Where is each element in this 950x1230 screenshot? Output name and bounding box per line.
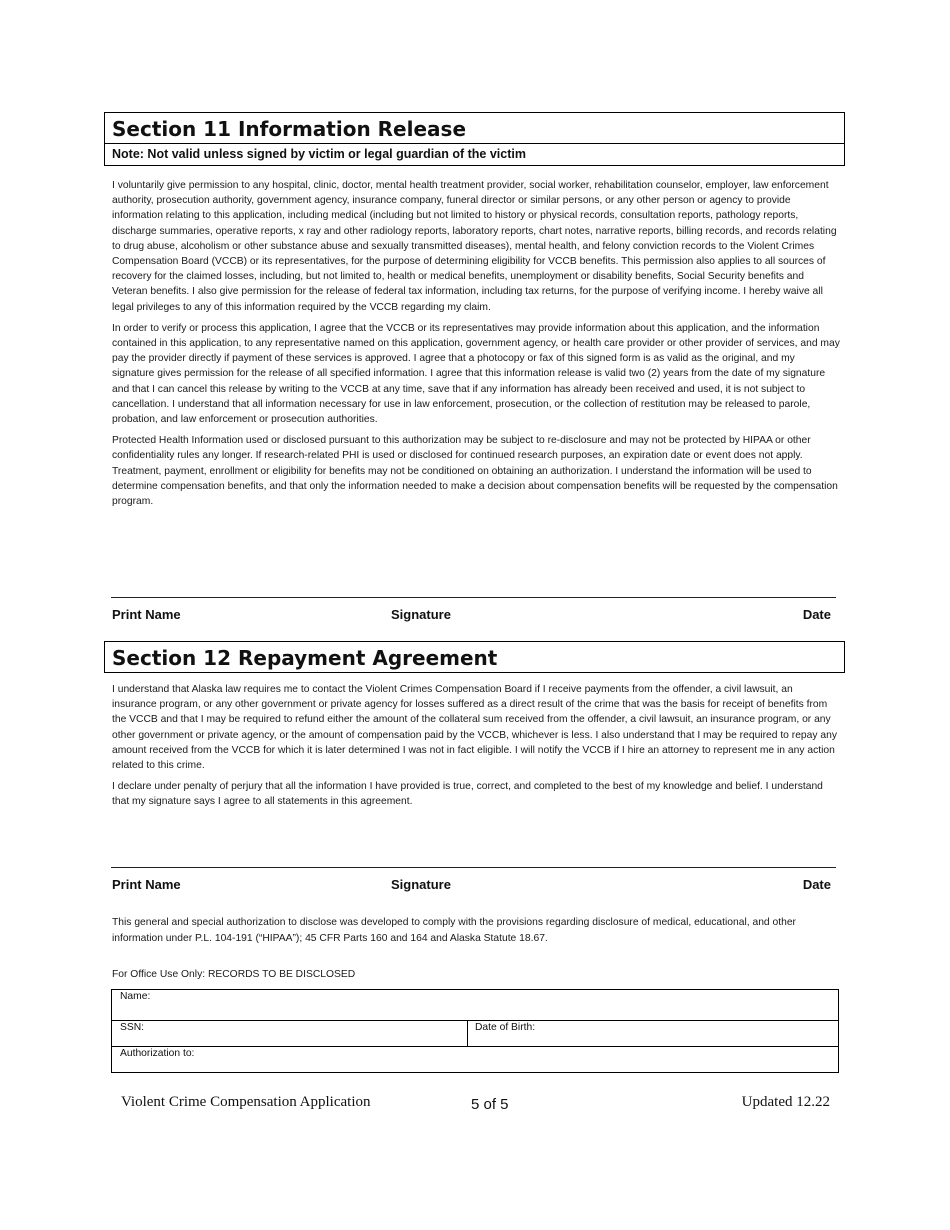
signature-label: Signature [391,607,451,622]
ssn-dob-row [112,1020,838,1047]
section-11-signature-line[interactable] [111,597,836,598]
section-11-title: Section 11 Information Release [112,117,467,141]
section-11-paragraph-2: In order to verify or process this application, I agree that the VCCB or its representatives may provide information about this application, and the information contained in this application, to any representative named on this application, government agency, or health care provider or other provider of services, and may pay the provider directly if payment of these services is approved. I agree that a photocopy or fax of this signed form is as valid as the original, and my signature gives permission for the release of all specified information. I agree that this information release is valid two (2) years from the date of my signature and that I can cancel this release by writing to the VCCB at any time, save that if any information has already been received and used, it is not subject to cancellation. I understand that all information necessary for use in law enforcement, prosecution, or the collection of restitution may be released to parole, probation, and law enforcement or prosecution authorities. [112,322,840,426]
section-12-title: Section 12 Repayment Agreement [112,646,498,670]
section-12-body [112,682,840,816]
print-name-label: Print Name [112,607,181,622]
date-label: Date [802,877,831,892]
footer-updated: Updated 12.22 [741,1094,830,1110]
section-12-paragraph-1: I understand that Alaska law requires me to contact the Violent Crimes Compensation Board if I receive payments from the offender, a civil lawsuit, an insurance program, or any other government or private agency for losses suffered as a direct result of the crime that was the basis for receipt of benefits from the VCCB and that I may be required to refund either the amount of the collateral sum received from the offender, a civil lawsuit, an insurance program, or any other government or private agency, or the amount of compensation paid by the VCCB, whichever is less. I also understand that I may be required to repay any amount received from the VCCB for which it is later determined I was not in fact eligible. I will notify the VCCB if I hire an attorney to represent me in any action related to this crime. [112,684,837,772]
section-12-paragraph-2: I declare under penalty of perjury that all the information I have provided is true, correct, and completed to the best of my knowledge and belief. I understand that my signature says I agree to all statements in this agreement. [112,781,823,808]
authorization-field-label: Authorization to: [120,1048,195,1059]
section-12-header [104,641,845,673]
authorization-row [112,1046,838,1059]
date-label: Date [802,607,831,622]
signature-label: Signature [391,877,451,892]
office-use-table [111,989,839,1073]
ssn-field-label: SSN: [120,1022,145,1033]
office-use-label: For Office Use Only: RECORDS TO BE DISCLOSED [112,969,356,980]
section-12-signature-line[interactable] [111,867,836,868]
dob-field-label: Date of Birth: [475,1022,536,1033]
print-name-label: Print Name [112,877,181,892]
section-11-header [104,112,845,166]
section-11-paragraph-1: I voluntarily give permission to any hospital, clinic, doctor, mental health treatment provider, social worker, rehabilitation counselor, employer, law enforcement authority, prosecution authority, government agency, insurance company, funeral director or similar persons, or any other person or agency to provide information relating to this application, including medical (including but not limited to history or physical records, consultation reports, pathology reports, discharge summaries, operative reports, x ray and other radiology reports, laboratory reports, chart notes, narrative reports, billing records, and records relating to drug abuse, alcoholism or other substance abuse and sexually transmitted diseases), mental health, and felony conviction records to the Violent Crimes Compensation Board (VCCB) or its representatives, for the purpose of determining eligibility for VCCB benefits. This permission also applies to all sources of recovery for the claimed losses, including, but not limited to, health or medical benefits, unemployment or disability benefits, Social Security benefits and Veteran benefits. I also give permission for the release of federal tax information, including tax returns, for the purpose of verifying income. I hereby waive all legal privileges to any of this information required by the VCCB regarding my claim. [112,180,837,313]
section-11-note: Note: Not valid unless signed by victim or legal guardian of the victim [105,143,844,165]
section-11-paragraph-3: Protected Health Information used or disclosed pursuant to this authorization may be subject to re-disclosure and may not be protected by HIPAA or other confidentiality rules any longer. If research-related PHI is used or disclosed for continued research purposes, an expiration date or event does not apply. Treatment, payment, enrollment or eligibility for benefits may not be conditioned on obtaining an authorization. I understand the information will be used to determine compensation benefits, and that only the information needed to make a decision about compensation benefits will be requested by the compensation program. [112,435,838,508]
footer-page-number: 5 of 5 [471,1096,509,1113]
section-11-body [112,178,840,515]
footer-form-title: Violent Crime Compensation Application [121,1094,371,1110]
hipaa-notice: This general and special authorization to disclose was developed to comply with the provisions regarding disclosure of medical, educational, and other information under P.L. 104-191 (“HIPAA”); 45 CFR Parts 160 and 164 and Alaska Statute 18.67. [112,917,796,944]
name-field-label: Name: [120,991,151,1002]
